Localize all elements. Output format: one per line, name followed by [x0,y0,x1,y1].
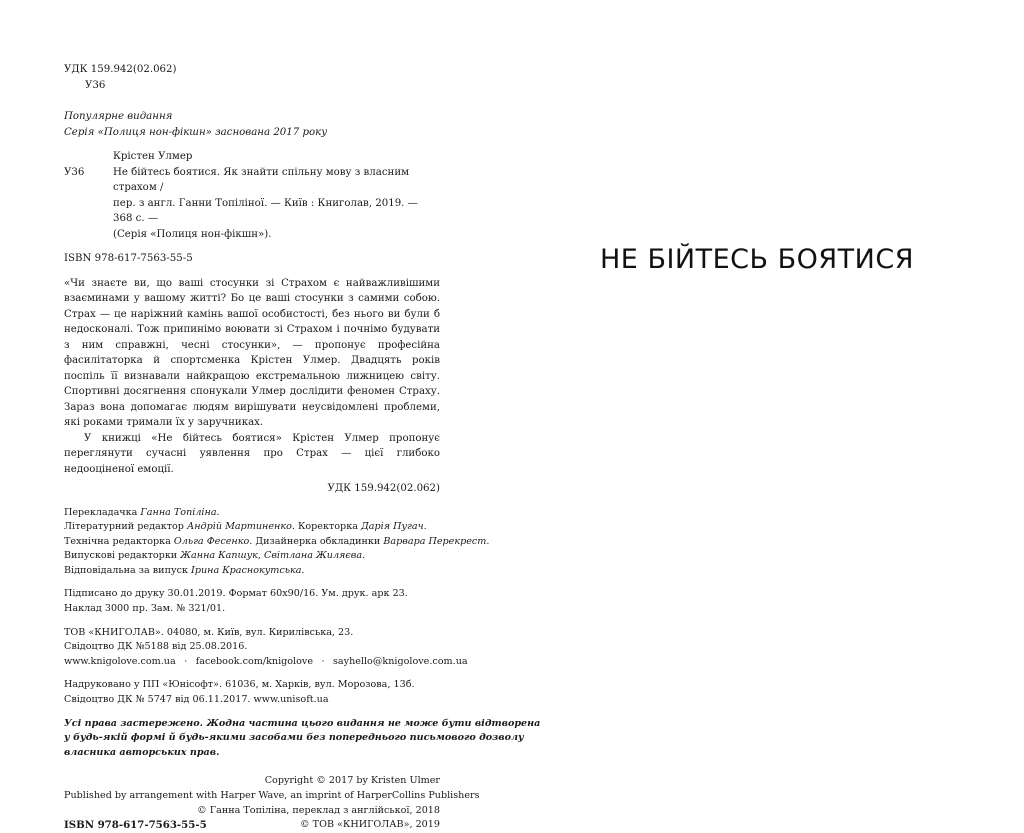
publisher-certificate: Свідоцтво ДК №5188 від 25.08.2016. [64,641,248,653]
annotation-paragraph-2: У книжці «Не бійтесь боятися» Крістен Улмер пропонує переглянути сучасні уявлення про Страх — цієї глибоко недооціненої емоції. [64,432,440,475]
publisher-contacts [64,655,468,670]
catalog-author: Крістен Улмер [113,151,193,162]
printer-block [64,678,440,707]
print-signed: Підписано до друку 30.01.2019. Формат 60х90/16. Ум. друк. арк 23. [64,588,408,600]
printer-certificate: Свідоцтво ДК № 5747 від 06.11.2017. www.unisoft.ua [64,694,329,706]
rights-notice [64,717,541,761]
print-info [64,587,440,616]
credit-responsible: Відповідальна за випуск Ірина Краснокутська. [64,564,305,576]
copyright-block [64,774,480,832]
title-page [512,0,1024,768]
udk-author-mark: У36 [85,79,106,91]
credit-editors: Літературний редактор Андрій Мартиненко. Коректорка Дарія Пугач. [64,521,427,533]
credits-block [64,506,490,579]
rights-line: власника авторських прав. [64,746,220,758]
catalog-line: пер. з англ. Ганни Топіліної. — Київ : Книголав, 2019. — 368 с. — [113,197,418,224]
publisher-email: sayhello@knigolove.com.ua [333,655,468,667]
catalog-line: Не бійтесь боятися. Як знайти спільну мову з власним страхом / [113,166,410,193]
annotation-udk: УДК 159.942(02.062) [327,483,440,494]
publisher-address: ТОВ «КНИГОЛАВ». 04080, м. Київ, вул. Кирилівська, 23. [64,626,354,638]
isbn-top [64,251,440,267]
copyright-line: Published by arrangement with Harper Wave, an imprint of HarperCollins Publishers [64,790,480,801]
rights-line: Усі права застережено. Жодна частина цього видання не може бути відтворена [64,717,541,729]
edition-type: Популярне видання [64,111,173,122]
credit-release-editors: Випускові редакторки Жанна Капшук, Світлана Жиляєва. [64,550,366,562]
isbn-bottom: ISBN 978-617-7563-55-5 [64,819,207,832]
catalog-record [64,149,440,242]
print-run: Наклад 3000 пр. Зам. № 321/01. [64,603,226,615]
copyright-line: © Ганна Топіліна, переклад з англійської, 2018 [197,804,440,816]
copyright-line: Copyright © 2017 by Kristen Ulmer [264,775,440,787]
credit-translator: Перекладачка Ганна Топіліна. [64,506,220,518]
publisher-website: www.knigolove.com.ua [64,655,176,667]
catalog-description [113,165,440,243]
publisher-block [64,626,468,670]
catalog-line: (Серія «Полиця нон-фікшн»). [113,228,272,240]
series-note: Серія «Полиця нон-фікшн» заснована 2017 року [64,126,328,138]
udk-block [64,62,440,93]
publisher-facebook: facebook.com/knigolove [195,655,313,667]
book-title: НЕ БІЙТЕСЬ БОЯТИСЯ [600,244,914,275]
credit-design: Технічна редакторка Ольга Фесенко. Дизайнерка обкладинки Варвара Перекрест. [64,535,490,547]
footer-row [64,818,440,833]
printer-address: Надруковано у ПП «Юнісофт». 61036, м. Харків, вул. Морозова, 13б. [64,679,415,691]
edition-block [64,109,440,140]
imprint-page [64,62,541,833]
contact-separator: · [321,655,325,667]
annotation-paragraph-1: «Чи знаєте ви, що ваші стосунки зі Страхом є найважливішими взаєминами у вашому житті? Бо це ваші стосунки з самими собою. Страх — це наріжний камінь вашої особистості, без нього ви були б недосконалі. Тож припинімо воювати зі Страхом і почнімо будувати з ним справжні, чесні стосунки», — пропонує професійна фасилітаторка й спортсменка Крістен Улмер. Двадцять років поспіль її визнавали найкращою екстремальною лижницею світу. Спортивні досягнення спонукали Улмер дослідити феномен Страху. Зараз вона допомагає людям вирішувати неусвідомлені проблеми, які роками тримали їх у заручниках. [64,277,440,428]
annotation [64,276,440,497]
rights-line: у будь-якій формі й будь-якими засобами без попереднього письмового дозволу [64,732,524,744]
udk-code: УДК 159.942(02.062) [64,64,177,75]
catalog-mark: У36 [64,166,85,178]
copyright-line: © ТОВ «КНИГОЛАВ», 2019 [300,819,440,831]
isbn-top-text: ISBN 978-617-7563-55-5 [64,253,193,264]
contact-separator: · [184,655,188,667]
